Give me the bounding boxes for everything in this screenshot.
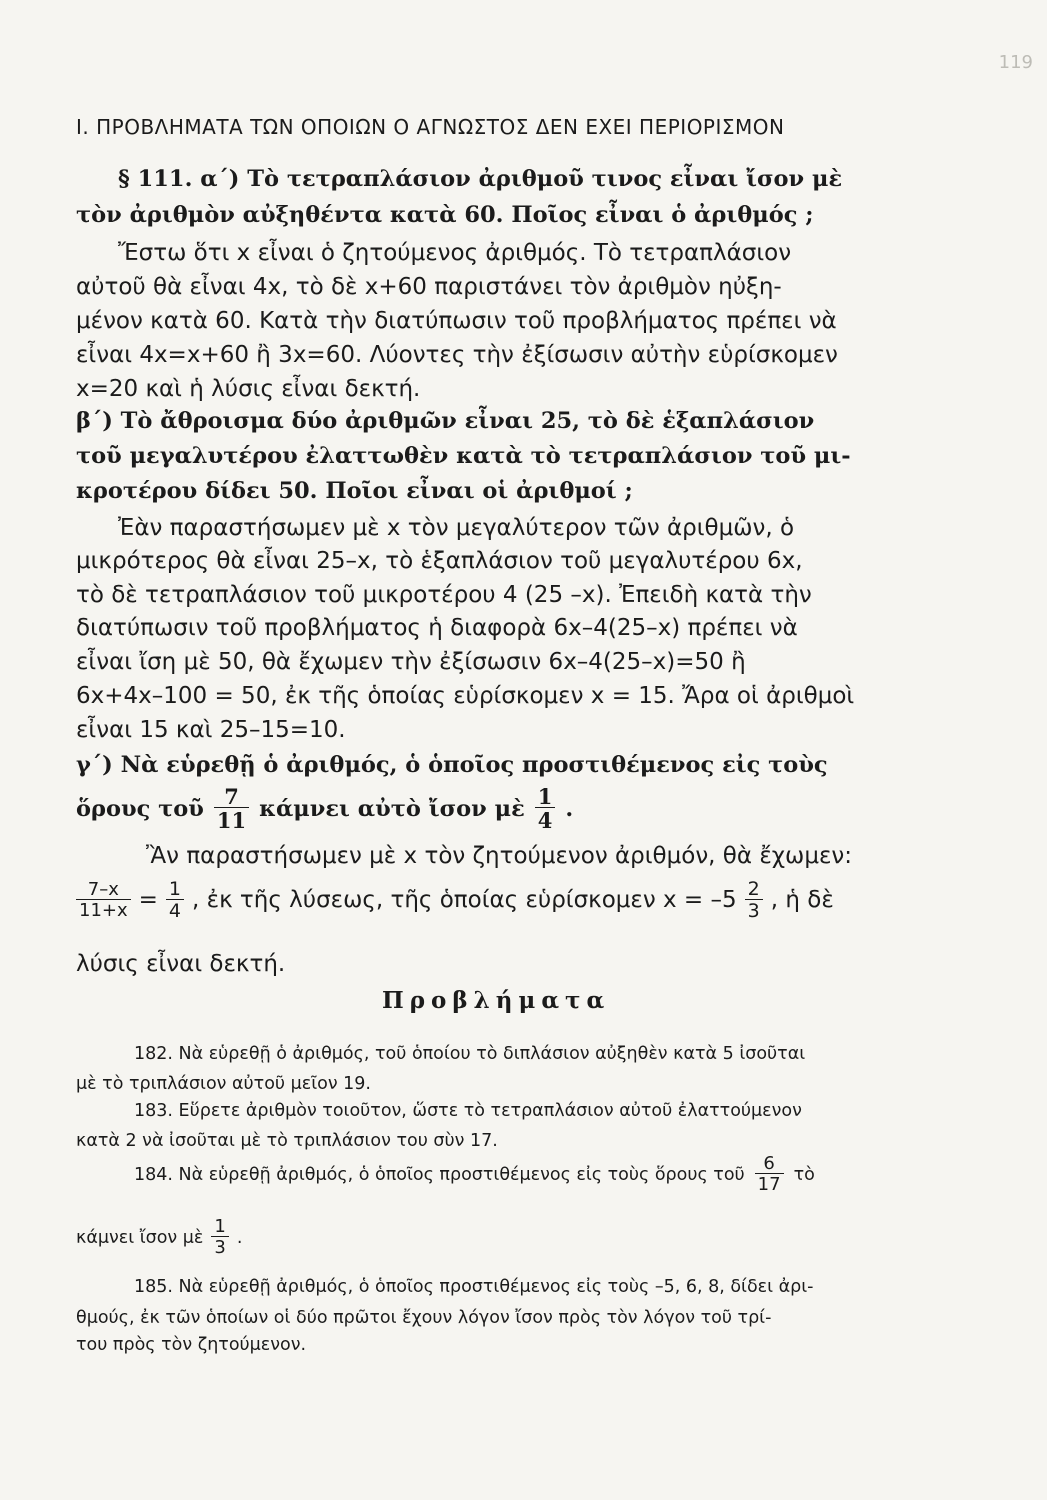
section-111b-line: 6x+4x–100 = 50, ἐκ τῆς ὁποίας εὑρίσκομεν x = 15. Ἄρα οἱ ἀριθμοὶ [76, 683, 855, 709]
section-111a-heading-line2: τὸν ἀριθμὸν αὐξηθέντα κατὰ 60. Ποῖος εἶναι ὁ ἀριθμός ; [76, 202, 814, 228]
problem-185-line2: θμούς, ἐκ τῶν ὁποίων οἱ δύο πρῶτοι ἔχουν λόγον ἴσον πρὸς τὸν λόγον τοῦ τρί- [76, 1308, 772, 1328]
fraction-1-3 [211, 1218, 228, 1257]
problem-184-line1 [134, 1155, 815, 1194]
fraction-numerator: 7–x [87, 879, 119, 900]
section-111b-line: εἶναι 15 καὶ 25–15=10. [76, 717, 346, 743]
section-111a-line: Ἔστω ὅτι x εἶναι ὁ ζητούμενος ἀριθμός. Τὸ τετραπλάσιον [118, 240, 792, 266]
problem-182-line2: μὲ τὸ τριπλάσιον αὐτοῦ μεῖον 19. [76, 1074, 371, 1094]
fraction-numerator: 1 [214, 1216, 226, 1237]
section-111b-line: εἶναι ἴση μὲ 50, θὰ ἔχωμεν τὴν ἐξίσωσιν 6x–4(25–x)=50 ἢ [76, 649, 746, 675]
heading-text: . [565, 795, 574, 822]
section-111c-line: Ἂν παραστήσωμεν μὲ x τὸν ζητούμενον ἀριθμόν, θὰ ἔχωμεν: [146, 843, 852, 869]
section-111b-line: διατύπωσιν τοῦ προβλήματος ἡ διαφορὰ 6x–4(25–x) πρέπει νὰ [76, 615, 798, 641]
section-111a-line: x=20 καὶ ἡ λύσις εἶναι δεκτή. [76, 376, 421, 402]
fraction-7-11 [214, 786, 249, 831]
chapter-title: Ι. ΠΡΟΒΛΗΜΑΤΑ ΤΩΝ ΟΠΟΙΩΝ Ο ΑΓΝΩΣΤΟΣ ΔΕΝ ΕΧΕΙ ΠΕΡΙΟΡΙΣΜΟΝ [76, 115, 785, 139]
problem-text: κάμνει ἴσον μὲ [76, 1227, 204, 1248]
section-111b-heading-line2: τοῦ μεγαλυτέρου ἐλαττωθὲν κατὰ τὸ τετραπλάσιον τοῦ μι- [76, 443, 851, 469]
problem-185-line1: 185. Νὰ εὑρεθῇ ἀριθμός, ὁ ὁποῖος προστιθέμενος εἰς τοὺς –5, 6, 8, δίδει ἀρι- [134, 1277, 814, 1297]
section-111b-line: τὸ δὲ τετραπλάσιον τοῦ μικροτέρου 4 (25 –x). Ἐπειδὴ κατὰ τὴν [76, 582, 812, 608]
fraction-denominator: 11+x [76, 899, 131, 920]
fraction-numerator: 7 [224, 784, 239, 809]
section-111a-line: αὐτοῦ θὰ εἶναι 4x, τὸ δὲ x+60 παριστάνει τὸν ἀριθμὸν ηὐξη- [76, 274, 782, 300]
fraction-numerator: 1 [537, 784, 553, 809]
fraction-numerator: 1 [168, 878, 182, 900]
section-111a-line: μένον κατὰ 60. Κατὰ τὴν διατύπωσιν τοῦ προβλήματος πρέπει νὰ [76, 308, 837, 334]
fraction-denominator: 11 [214, 807, 249, 831]
problem-183-line2: κατὰ 2 νὰ ἰσοῦται μὲ τὸ τριπλάσιον του σὺν 17. [76, 1131, 498, 1151]
section-111c-heading-line1: γ΄) Νὰ εὑρεθῇ ὁ ἀριθμός, ὁ ὁποῖος προστιθέμενος εἰς τοὺς [76, 752, 828, 778]
equation-text: , ἡ δὲ [770, 887, 834, 913]
section-111c-equation [76, 880, 834, 921]
equals-sign: = [138, 887, 158, 913]
fraction-6-17 [755, 1155, 784, 1194]
equation-text: , ἐκ τῆς λύσεως, τῆς ὁποίας εὑρίσκομεν x = –5 [192, 887, 737, 913]
section-111a-heading-line1: § 111. α΄) Τὸ τετραπλάσιον ἀριθμοῦ τινος εἶναι ἴσον μὲ [118, 166, 843, 192]
fraction-denominator: 4 [166, 899, 184, 921]
problem-text: τὸ [793, 1164, 815, 1185]
section-111c-heading-line2 [76, 786, 573, 831]
section-111c-line: λύσις εἶναι δεκτή. [76, 951, 286, 977]
fraction-denominator: 3 [745, 899, 763, 921]
fraction-1-4 [535, 786, 556, 831]
section-111a-line: εἶναι 4x=x+60 ἢ 3x=60. Λύοντες τὴν ἐξίσωσιν αὐτὴν εὑρίσκομεν [76, 342, 838, 368]
section-111b-line: Ἐὰν παραστήσωμεν μὲ x τὸν μεγαλύτερον τῶν ἀριθμῶν, ὁ [118, 515, 795, 541]
heading-text: κάμνει αὐτὸ ἴσον μὲ [259, 795, 525, 822]
fraction-mixed-2-3 [745, 880, 763, 921]
fraction-denominator: 17 [755, 1173, 784, 1194]
section-111b-line: μικρότερος θὰ εἶναι 25–x, τὸ ἑξαπλάσιον τοῦ μεγαλυτέρου 6x, [76, 548, 803, 574]
fraction-denominator: 4 [535, 807, 556, 831]
fraction-equation-left [76, 881, 131, 920]
problem-text: . [236, 1227, 243, 1248]
section-111b-heading-line3: κροτέρου δίδει 50. Ποῖοι εἶναι οἱ ἀριθμοί ; [76, 478, 633, 504]
page-number: 119 [998, 52, 1033, 73]
problem-184-line2 [76, 1218, 242, 1257]
heading-text: ὅρους τοῦ [76, 795, 204, 822]
problem-text: 184. Νὰ εὑρεθῇ ἀριθμός, ὁ ὁποῖος προστιθέμενος εἰς τοὺς ὅρους τοῦ [134, 1164, 745, 1185]
problem-185-line3: του πρὸς τὸν ζητούμενον. [76, 1335, 307, 1355]
fraction-equation-right [166, 880, 184, 921]
problem-182-line1: 182. Νὰ εὑρεθῇ ὁ ἀριθμός, τοῦ ὁποίου τὸ διπλάσιον αὐξηθὲν κατὰ 5 ἰσοῦται [134, 1044, 806, 1064]
problems-heading: Προβλήματα [382, 987, 611, 1014]
problem-183-line1: 183. Εὕρετε ἀριθμὸν τοιοῦτον, ὥστε τὸ τετραπλάσιον αὐτοῦ ἐλαττούμενον [134, 1101, 802, 1121]
fraction-denominator: 3 [211, 1236, 228, 1257]
section-111b-heading-line1: β΄) Τὸ ἄθροισμα δύο ἀριθμῶν εἶναι 25, τὸ δὲ ἑξαπλάσιον [76, 408, 815, 434]
fraction-numerator: 6 [763, 1153, 775, 1174]
fraction-numerator: 2 [747, 878, 760, 900]
